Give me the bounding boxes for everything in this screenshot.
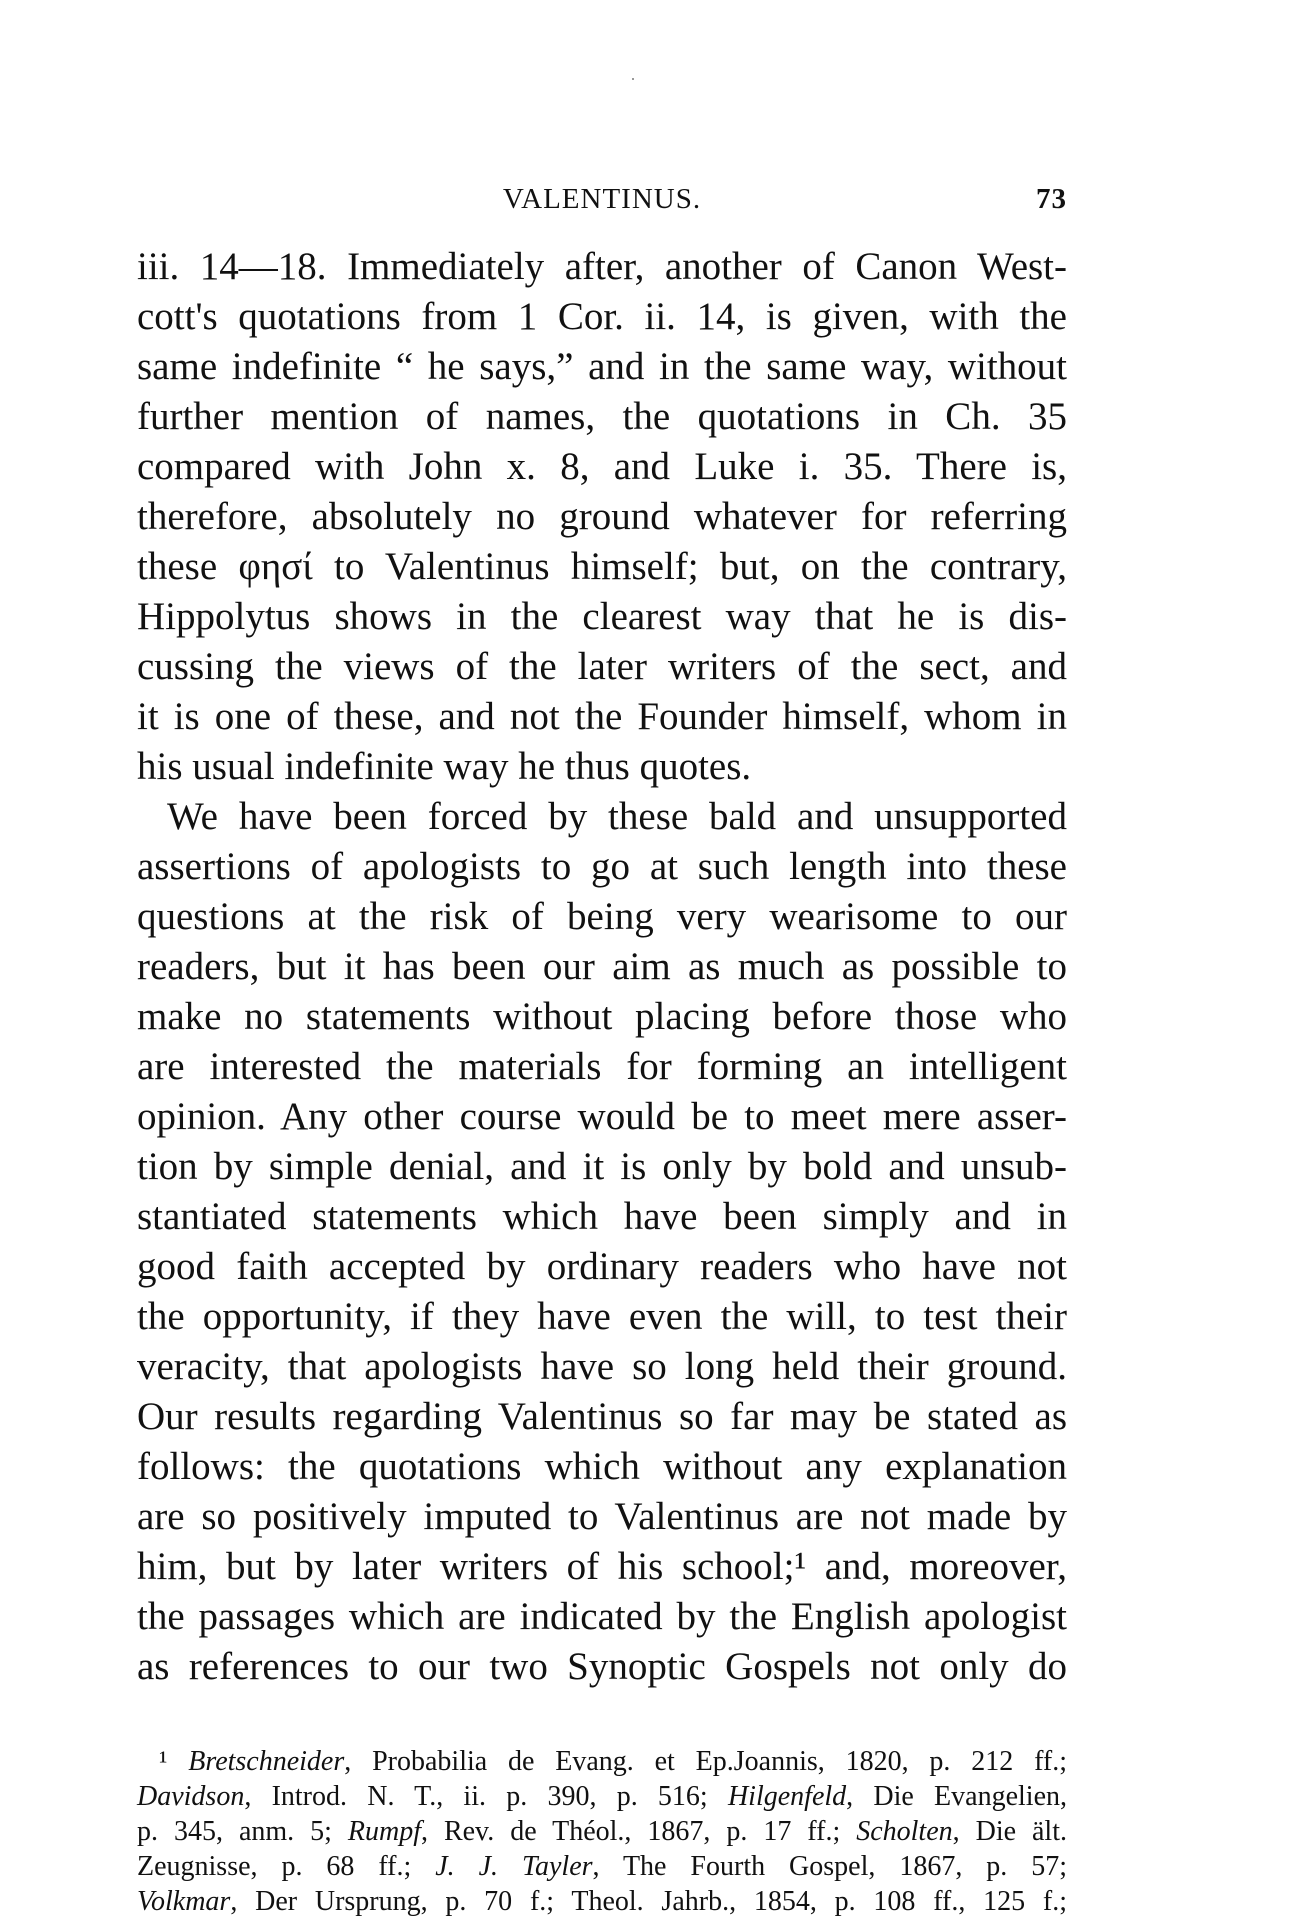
scan-speck — [632, 78, 634, 80]
text-line: cussing the views of the later writers of the sect, and — [137, 645, 1067, 688]
text-line: assertions of apologists to go at such length into these — [137, 845, 1067, 888]
footnote-text: , Die ält. — [952, 1816, 1067, 1847]
footnote-line — [137, 1814, 1067, 1849]
footnote-text: Zeugnisse, p. 68 ff.; — [137, 1851, 436, 1882]
text-line: are interested the materials for forming an intelligent — [137, 1045, 1067, 1088]
page-number: 73 — [1036, 183, 1067, 215]
text-line: Hippolytus shows in the clearest way that he is dis- — [137, 595, 1067, 638]
running-title: VALENTINUS. — [502, 183, 702, 215]
text-line: good faith accepted by ordinary readers who have not — [137, 1245, 1067, 1288]
text-line: therefore, absolutely no ground whatever for referring — [137, 495, 1067, 538]
footnote-text: ¹ — [159, 1746, 189, 1777]
text-line: it is one of these, and not the Founder himself, whom in — [137, 695, 1067, 738]
text-line: his usual indefinite way he thus quotes. — [137, 745, 752, 788]
body-text — [137, 242, 1067, 1692]
text-line: opinion. Any other course would be to meet mere asser- — [137, 1095, 1067, 1138]
footnote-text: , The Fourth Gospel, 1867, p. 57; — [592, 1851, 1067, 1882]
footnote-line — [137, 1849, 1067, 1884]
footnote-line — [137, 1884, 1067, 1919]
footnotes — [137, 1744, 1067, 1919]
footnote-text: , Introd. N. T., ii. p. 390, p. 516; — [244, 1781, 728, 1812]
footnote-text: p. 345, anm. 5; — [137, 1816, 348, 1847]
footnote-text: , Die Evangelien, — [846, 1781, 1067, 1812]
footnote-author: Hilgenfeld — [727, 1781, 847, 1812]
text-line: compared with John x. 8, and Luke i. 35. There is, — [137, 445, 1067, 488]
footnote-author: Davidson — [137, 1781, 245, 1812]
footnote-author: J. J. Tayler — [435, 1851, 593, 1882]
footnote-author: Scholten — [856, 1816, 953, 1847]
text-line: same indefinite “ he says,” and in the same way, without — [137, 345, 1067, 388]
footnote-line — [137, 1779, 1067, 1814]
text-line: Our results regarding Valentinus so far may be stated as — [137, 1395, 1067, 1438]
footnote-text: , Rev. de Théol., 1867, p. 17 ff.; — [420, 1816, 857, 1847]
text-line: stantiated statements which have been simply and in — [137, 1195, 1067, 1238]
text-line: him, but by later writers of his school;¹ and, moreover, — [137, 1545, 1067, 1588]
text-line: We have been forced by these bald and unsupported — [167, 795, 1067, 838]
text-line: make no statements without placing before those who — [137, 995, 1067, 1038]
text-line: cott's quotations from 1 Cor. ii. 14, is given, with the — [137, 295, 1067, 338]
text-line: iii. 14—18. Immediately after, another of Canon West- — [137, 245, 1067, 288]
running-header — [137, 183, 1067, 219]
footnote-author: Bretschneider — [188, 1746, 345, 1777]
text-line: follows: the quotations which without any explanation — [137, 1445, 1067, 1488]
text-line: readers, but it has been our aim as much as possible to — [137, 945, 1067, 988]
text-line: the opportunity, if they have even the will, to test their — [137, 1295, 1067, 1338]
text-line: the passages which are indicated by the English apologist — [137, 1595, 1067, 1638]
text-line: these φησί to Valentinus himself; but, on the contrary, — [137, 545, 1067, 588]
text-line: veracity, that apologists have so long held their ground. — [137, 1345, 1067, 1388]
footnote-text: , Probabilia de Evang. et Ep.Joannis, 1820, p. 212 ff.; — [344, 1746, 1067, 1777]
text-line: questions at the risk of being very wearisome to our — [137, 895, 1067, 938]
text-line: are so positively imputed to Valentinus are not made by — [137, 1495, 1067, 1538]
footnote-author: Rumpf — [347, 1816, 421, 1847]
text-line: further mention of names, the quotations in Ch. 35 — [137, 395, 1067, 438]
footnote-line — [137, 1744, 1067, 1779]
footnote-author: Volkmar — [137, 1886, 231, 1917]
text-line: as references to our two Synoptic Gospels not only do — [137, 1645, 1067, 1688]
footnote-text: , Der Ursprung, p. 70 f.; Theol. Jahrb., 1854, p. 108 ff., 125 f.; — [230, 1886, 1067, 1917]
text-line: tion by simple denial, and it is only by bold and unsub- — [137, 1145, 1067, 1188]
